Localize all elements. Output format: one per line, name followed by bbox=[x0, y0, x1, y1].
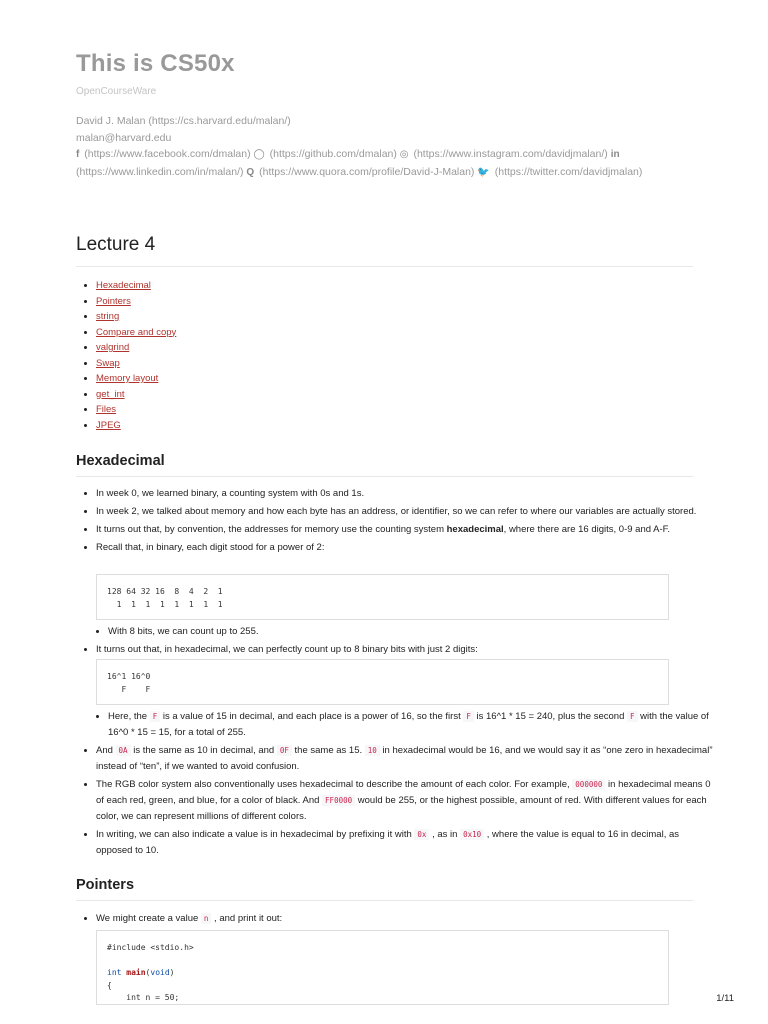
toc-link-jpeg[interactable]: JPEG bbox=[96, 419, 121, 431]
toc-item bbox=[96, 387, 176, 403]
author-email[interactable]: malan@harvard.edu bbox=[76, 131, 172, 144]
toc-link-files[interactable]: Files bbox=[96, 404, 117, 415]
heading-pointers: Pointers bbox=[76, 877, 135, 893]
instagram-link[interactable]: (https://www.instagram.com/davidjmalan/) bbox=[413, 148, 608, 160]
quora-icon: Q bbox=[246, 166, 255, 178]
pointers-list bbox=[76, 911, 713, 929]
toc-link-swap[interactable]: Swap bbox=[96, 357, 120, 369]
toc-item bbox=[96, 325, 176, 341]
toc-link-valgrind[interactable]: valgrind bbox=[96, 342, 130, 353]
hex-list-2 bbox=[76, 624, 713, 660]
toc-link-hexadecimal[interactable]: Hexadecimal bbox=[96, 280, 151, 291]
toc-item bbox=[96, 294, 176, 310]
toc-item bbox=[96, 371, 176, 387]
list-item: • The RGB color system also conventionally uses hexadecimal to describe the amount of each color. For example, 000000 in hexadecimal means 0 of each red, green, and blue, for a color of black. And FF0000 would be 255, or the highest possible, amount of red. With different values for each color, we can represent millions of different colors. bbox=[96, 777, 713, 825]
list-item: • In writing, we can also indicate a value is in hexadecimal by prefixing it with 0x , as in 0x10 , where the value is equal to 16 in decimal, as opposed to 10. bbox=[96, 827, 713, 859]
site-title: This is CS50x bbox=[76, 50, 235, 77]
toc-item bbox=[96, 340, 176, 356]
github-icon: ◯ bbox=[253, 149, 265, 160]
lecture-title: Lecture 4 bbox=[76, 234, 156, 255]
toc-link-get-int[interactable]: get_int bbox=[96, 388, 125, 400]
code-block-binary: 128 64 32 16 8 4 2 1 1 1 1 1 1 1 1 1 bbox=[96, 574, 669, 620]
toc-item bbox=[96, 309, 176, 325]
list-item: • In week 0, we learned binary, a counting system with 0s and 1s. bbox=[96, 486, 713, 502]
page-number: 1/11 bbox=[716, 993, 734, 1004]
bold-term: hexadecimal bbox=[446, 524, 504, 535]
facebook-link[interactable]: (https://www.facebook.com/dmalan) bbox=[84, 148, 251, 160]
toc-link-compare-and-copy[interactable]: Compare and copy bbox=[96, 326, 177, 338]
toc-link-pointers[interactable]: Pointers bbox=[96, 295, 131, 307]
list-item: • It turns out that, in hexadecimal, we can perfectly count up to 8 binary bits with just 2 digits: bbox=[96, 642, 713, 658]
quora-link[interactable]: (https://www.quora.com/profile/David-J-Malan) bbox=[259, 165, 475, 178]
list-item: • And 0A is the same as 10 in decimal, and 0F the same as 15. 10 in hexadecimal would be 16, and we would say it as “one zero in hexadecimal” instead of “ten”, if we wanted to avoid confusion. bbox=[96, 743, 713, 775]
social-links bbox=[76, 146, 716, 181]
list-item: • With 8 bits, we can count up to 255. bbox=[108, 624, 713, 640]
list-item: • We might create a value n , and print it out: bbox=[96, 911, 713, 927]
toc-link-string[interactable]: string bbox=[96, 311, 120, 322]
twitter-link[interactable]: (https://twitter.com/davidjmalan) bbox=[494, 165, 643, 178]
author-name[interactable]: David J. Malan (https://cs.harvard.edu/malan/) bbox=[76, 115, 291, 127]
code-block-pointers: #include <stdio.h> int main(void) { int n = 50; bbox=[96, 930, 669, 1005]
heading-hexadecimal: Hexadecimal bbox=[76, 453, 165, 469]
list-item: • Here, the F is a value of 15 in decimal, and each place is a power of 16, so the first F is 16^1 * 15 = 240, plus the second F with the value of 16^0 * 15 = 15, for a total of 255. bbox=[108, 709, 713, 741]
github-link[interactable]: (https://github.com/dmalan) bbox=[269, 148, 397, 160]
facebook-icon: f bbox=[76, 149, 80, 160]
list-item: • Recall that, in binary, each digit stood for a power of 2: bbox=[96, 540, 713, 556]
twitter-icon: 🐦 bbox=[477, 166, 490, 178]
list-item: • In week 2, we talked about memory and how each byte has an address, or identifier, so we can refer to where our variables are actually stored. bbox=[96, 504, 713, 520]
code-block-hex: 16^1 16^0 F F bbox=[96, 659, 669, 705]
list-item: • It turns out that, by convention, the addresses for memory use the counting system hexadecimal, where there are 16 digits, 0-9 and A-F. bbox=[96, 522, 713, 538]
linkedin-link[interactable]: (https://www.linkedin.com/in/malan/) bbox=[76, 165, 244, 178]
divider bbox=[76, 266, 693, 267]
divider bbox=[76, 476, 693, 477]
hex-list-1 bbox=[76, 486, 713, 558]
author-block bbox=[76, 113, 716, 181]
instagram-icon: ◎ bbox=[399, 149, 409, 160]
site-subtitle: OpenCourseWare bbox=[76, 86, 157, 97]
toc-item bbox=[96, 356, 176, 372]
toc-item bbox=[96, 402, 176, 418]
toc-link-memory-layout[interactable]: Memory layout bbox=[96, 373, 159, 384]
table-of-contents bbox=[76, 278, 176, 433]
linkedin-icon: in bbox=[610, 149, 620, 160]
toc-item bbox=[96, 418, 176, 434]
divider bbox=[76, 900, 693, 901]
toc-item bbox=[96, 278, 176, 294]
hex-list-3 bbox=[76, 709, 713, 861]
